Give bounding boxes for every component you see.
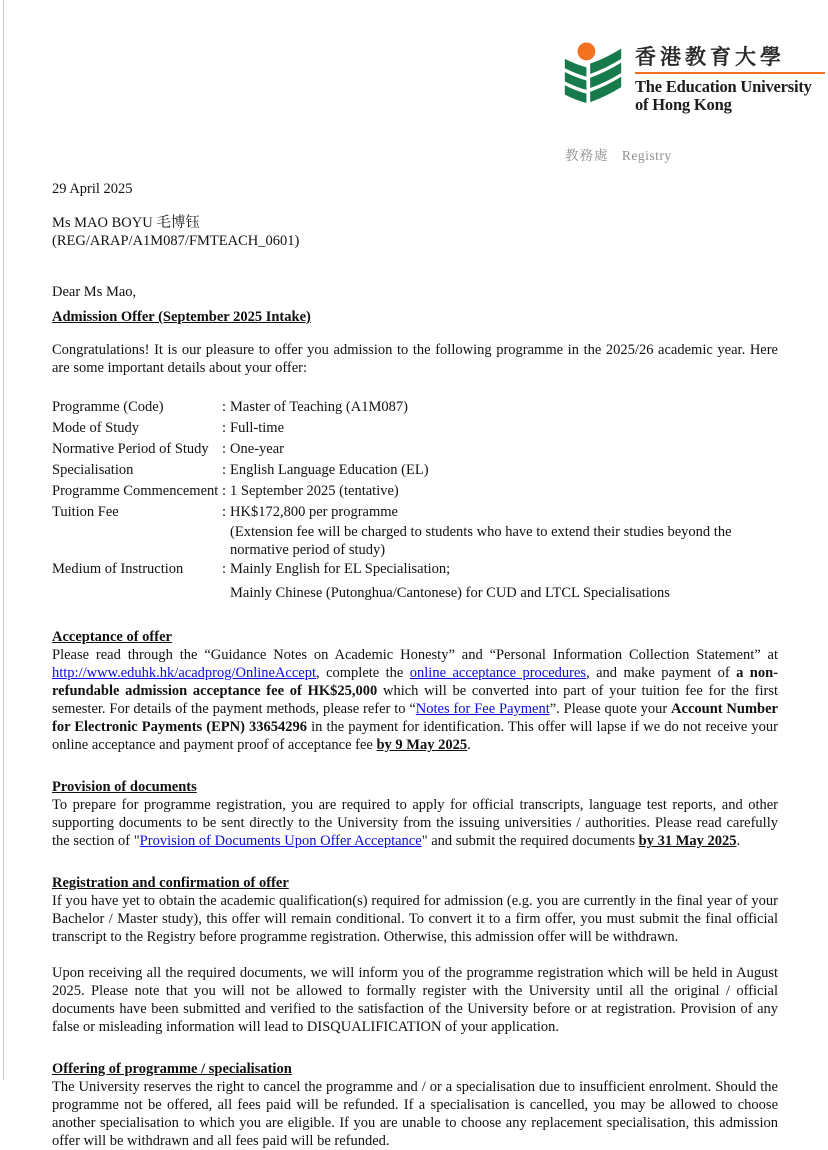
detail-colon: : bbox=[222, 441, 227, 457]
detail-value: Full-time bbox=[230, 420, 285, 436]
detail-value-line2: Mainly Chinese (Putonghua/Cantonese) for CUD and LTCL Specialisations bbox=[230, 585, 670, 601]
detail-colon: : bbox=[222, 483, 227, 499]
section-acceptance-of-offer bbox=[52, 628, 778, 754]
detail-label: Normative Period of Study bbox=[52, 441, 209, 457]
department-label bbox=[565, 147, 672, 165]
detail-value: One-year bbox=[230, 441, 284, 457]
recipient-name: Ms MAO BOYU 毛博钰 bbox=[52, 215, 200, 231]
intro-paragraph: Congratulations! It is our pleasure to offer you admission to the following programme in the 2025/26 academic year. Here are some important details about your offer: bbox=[52, 342, 778, 376]
text-run: To prepare for programme registration, you are required to apply for official transcripts, language test reports, and other supporting documents to be sent directly to the University from the issuing universities / authorities. Please read carefully the section of " bbox=[52, 797, 778, 849]
text-run: , and make payment of bbox=[586, 665, 737, 681]
text-run: " and submit the required documents bbox=[421, 833, 639, 849]
text-run: If you have yet to obtain the academic qualification(s) required for admission (e.g. you are currently in the final year of your Bachelor / Master study), this offer will remain conditional. To convert it to a firm offer, you must submit the final official transcript to the Registry before programme registration. Otherwise, this admission offer will be withdrawn. bbox=[52, 893, 778, 945]
inline-link[interactable]: http://www.eduhk.hk/acadprog/OnlineAccept bbox=[52, 665, 317, 681]
table-row bbox=[52, 439, 778, 460]
detail-label: Tuition Fee bbox=[52, 504, 119, 520]
section-heading: Registration and confirmation of offer bbox=[52, 875, 289, 891]
text-run: . bbox=[736, 833, 741, 849]
inline-link[interactable]: Provision of Documents Upon Offer Acceptance bbox=[139, 833, 422, 849]
letter-body bbox=[52, 180, 778, 1150]
detail-colon: : bbox=[222, 399, 227, 415]
detail-colon: : bbox=[222, 504, 227, 520]
text-run: Upon receiving all the required documents, we will inform you of the programme registration which will be held in August 2025. Please note that you will not be allowed to formally register with the University until all the original / official documents have been submitted and verified to the satisfaction of the University before or at registration. Provision of any false or misleading information will lead to DISQUALIFICATION of your application. bbox=[52, 965, 778, 1035]
table-row bbox=[52, 502, 778, 559]
text-run: Please read through the “Guidance Notes on Academic Honesty” and “Personal Information Collection Statement” at bbox=[52, 647, 778, 663]
department-name-english: Registry bbox=[621, 148, 672, 163]
text-run: . bbox=[467, 737, 471, 753]
text-run: Account Number for Electronic Payments (EPN) 33654296 bbox=[52, 701, 778, 735]
university-name-english-line1: The Education University bbox=[635, 77, 812, 96]
table-row bbox=[52, 397, 778, 418]
detail-note: (Extension fee will be charged to students who have to extend their studies beyond the normative period of study) bbox=[230, 524, 732, 558]
university-name-chinese: 香港教育大學 bbox=[635, 45, 785, 69]
detail-colon: : bbox=[222, 561, 227, 577]
inline-link[interactable]: online acceptance procedures bbox=[409, 665, 587, 681]
text-run: a non-refundable admission acceptance fee of HK$25,000 bbox=[52, 665, 779, 699]
detail-value: HK$172,800 per programme bbox=[230, 504, 398, 520]
detail-value-group bbox=[230, 559, 778, 604]
text-run: ”. Please quote your bbox=[549, 701, 672, 717]
section-paragraph bbox=[52, 892, 778, 946]
page-edge-line bbox=[3, 0, 4, 1080]
recipient-reference: (REG/ARAP/A1M087/FMTEACH_0601) bbox=[52, 233, 300, 249]
section-paragraph bbox=[52, 796, 778, 850]
section-paragraph bbox=[52, 1078, 778, 1150]
text-run: in the payment for identification. This offer will lapse if we do not receive your online acceptance and payment proof of acceptance fee bbox=[52, 719, 778, 753]
detail-colon: : bbox=[222, 420, 227, 436]
table-row bbox=[52, 481, 778, 502]
text-run: by 31 May 2025 bbox=[638, 833, 737, 849]
detail-label: Specialisation bbox=[52, 462, 134, 478]
department-name-chinese: 教務處 bbox=[565, 148, 609, 163]
section-provision-of-documents bbox=[52, 778, 778, 850]
university-logo-text bbox=[635, 42, 825, 114]
section-paragraph bbox=[52, 646, 778, 754]
detail-label: Mode of Study bbox=[52, 420, 139, 436]
detail-value: Master of Teaching (A1M087) bbox=[230, 399, 408, 415]
section-paragraph bbox=[52, 964, 778, 1036]
detail-label: Programme Commencement bbox=[52, 483, 219, 499]
section-heading: Offering of programme / specialisation bbox=[52, 1061, 292, 1077]
inline-link[interactable]: Notes for Fee Payment bbox=[415, 701, 550, 717]
section-offering-programme-specialisation bbox=[52, 1060, 778, 1150]
text-run: The University reserves the right to cancel the programme and / or a specialisation due to insufficient enrolment. Should the programme not be offered, all fees paid will be refunded. If a specialisation is cancelled, you may be allowed to choose another specialisation to which you are eligible. If you are unable to choose any replacement specialisation, this admission offer will be withdrawn and all fees paid will be refunded. bbox=[52, 1079, 778, 1149]
recipient-block bbox=[52, 214, 778, 250]
table-row bbox=[52, 460, 778, 481]
detail-colon: : bbox=[222, 462, 227, 478]
table-row bbox=[52, 418, 778, 439]
section-registration-confirmation bbox=[52, 874, 778, 1036]
logo-divider-rule bbox=[635, 72, 825, 74]
section-heading: Provision of documents bbox=[52, 779, 197, 795]
university-logo bbox=[564, 42, 825, 114]
letter-date: 29 April 2025 bbox=[52, 181, 133, 197]
text-run: which will be converted into part of your tuition fee for the first semester. For details of the payment methods, please refer to “ bbox=[52, 683, 778, 717]
detail-label: Medium of Instruction bbox=[52, 561, 184, 577]
salutation: Dear Ms Mao, bbox=[52, 284, 137, 300]
section-heading: Acceptance of offer bbox=[52, 629, 172, 645]
table-row bbox=[52, 559, 778, 604]
detail-value: English Language Education (EL) bbox=[230, 462, 429, 478]
detail-value: 1 September 2025 (tentative) bbox=[230, 483, 399, 499]
detail-value-group bbox=[230, 502, 778, 559]
detail-label: Programme (Code) bbox=[52, 399, 164, 415]
university-name-english-line2: of Hong Kong bbox=[635, 95, 732, 114]
programme-details-table bbox=[52, 397, 778, 604]
detail-value: Mainly English for EL Specialisation; bbox=[230, 561, 451, 577]
letter-subject: Admission Offer (September 2025 Intake) bbox=[52, 309, 311, 325]
text-run: , complete the bbox=[316, 665, 410, 681]
university-logo-icon bbox=[564, 42, 622, 104]
text-run: by 9 May 2025 bbox=[376, 737, 468, 753]
